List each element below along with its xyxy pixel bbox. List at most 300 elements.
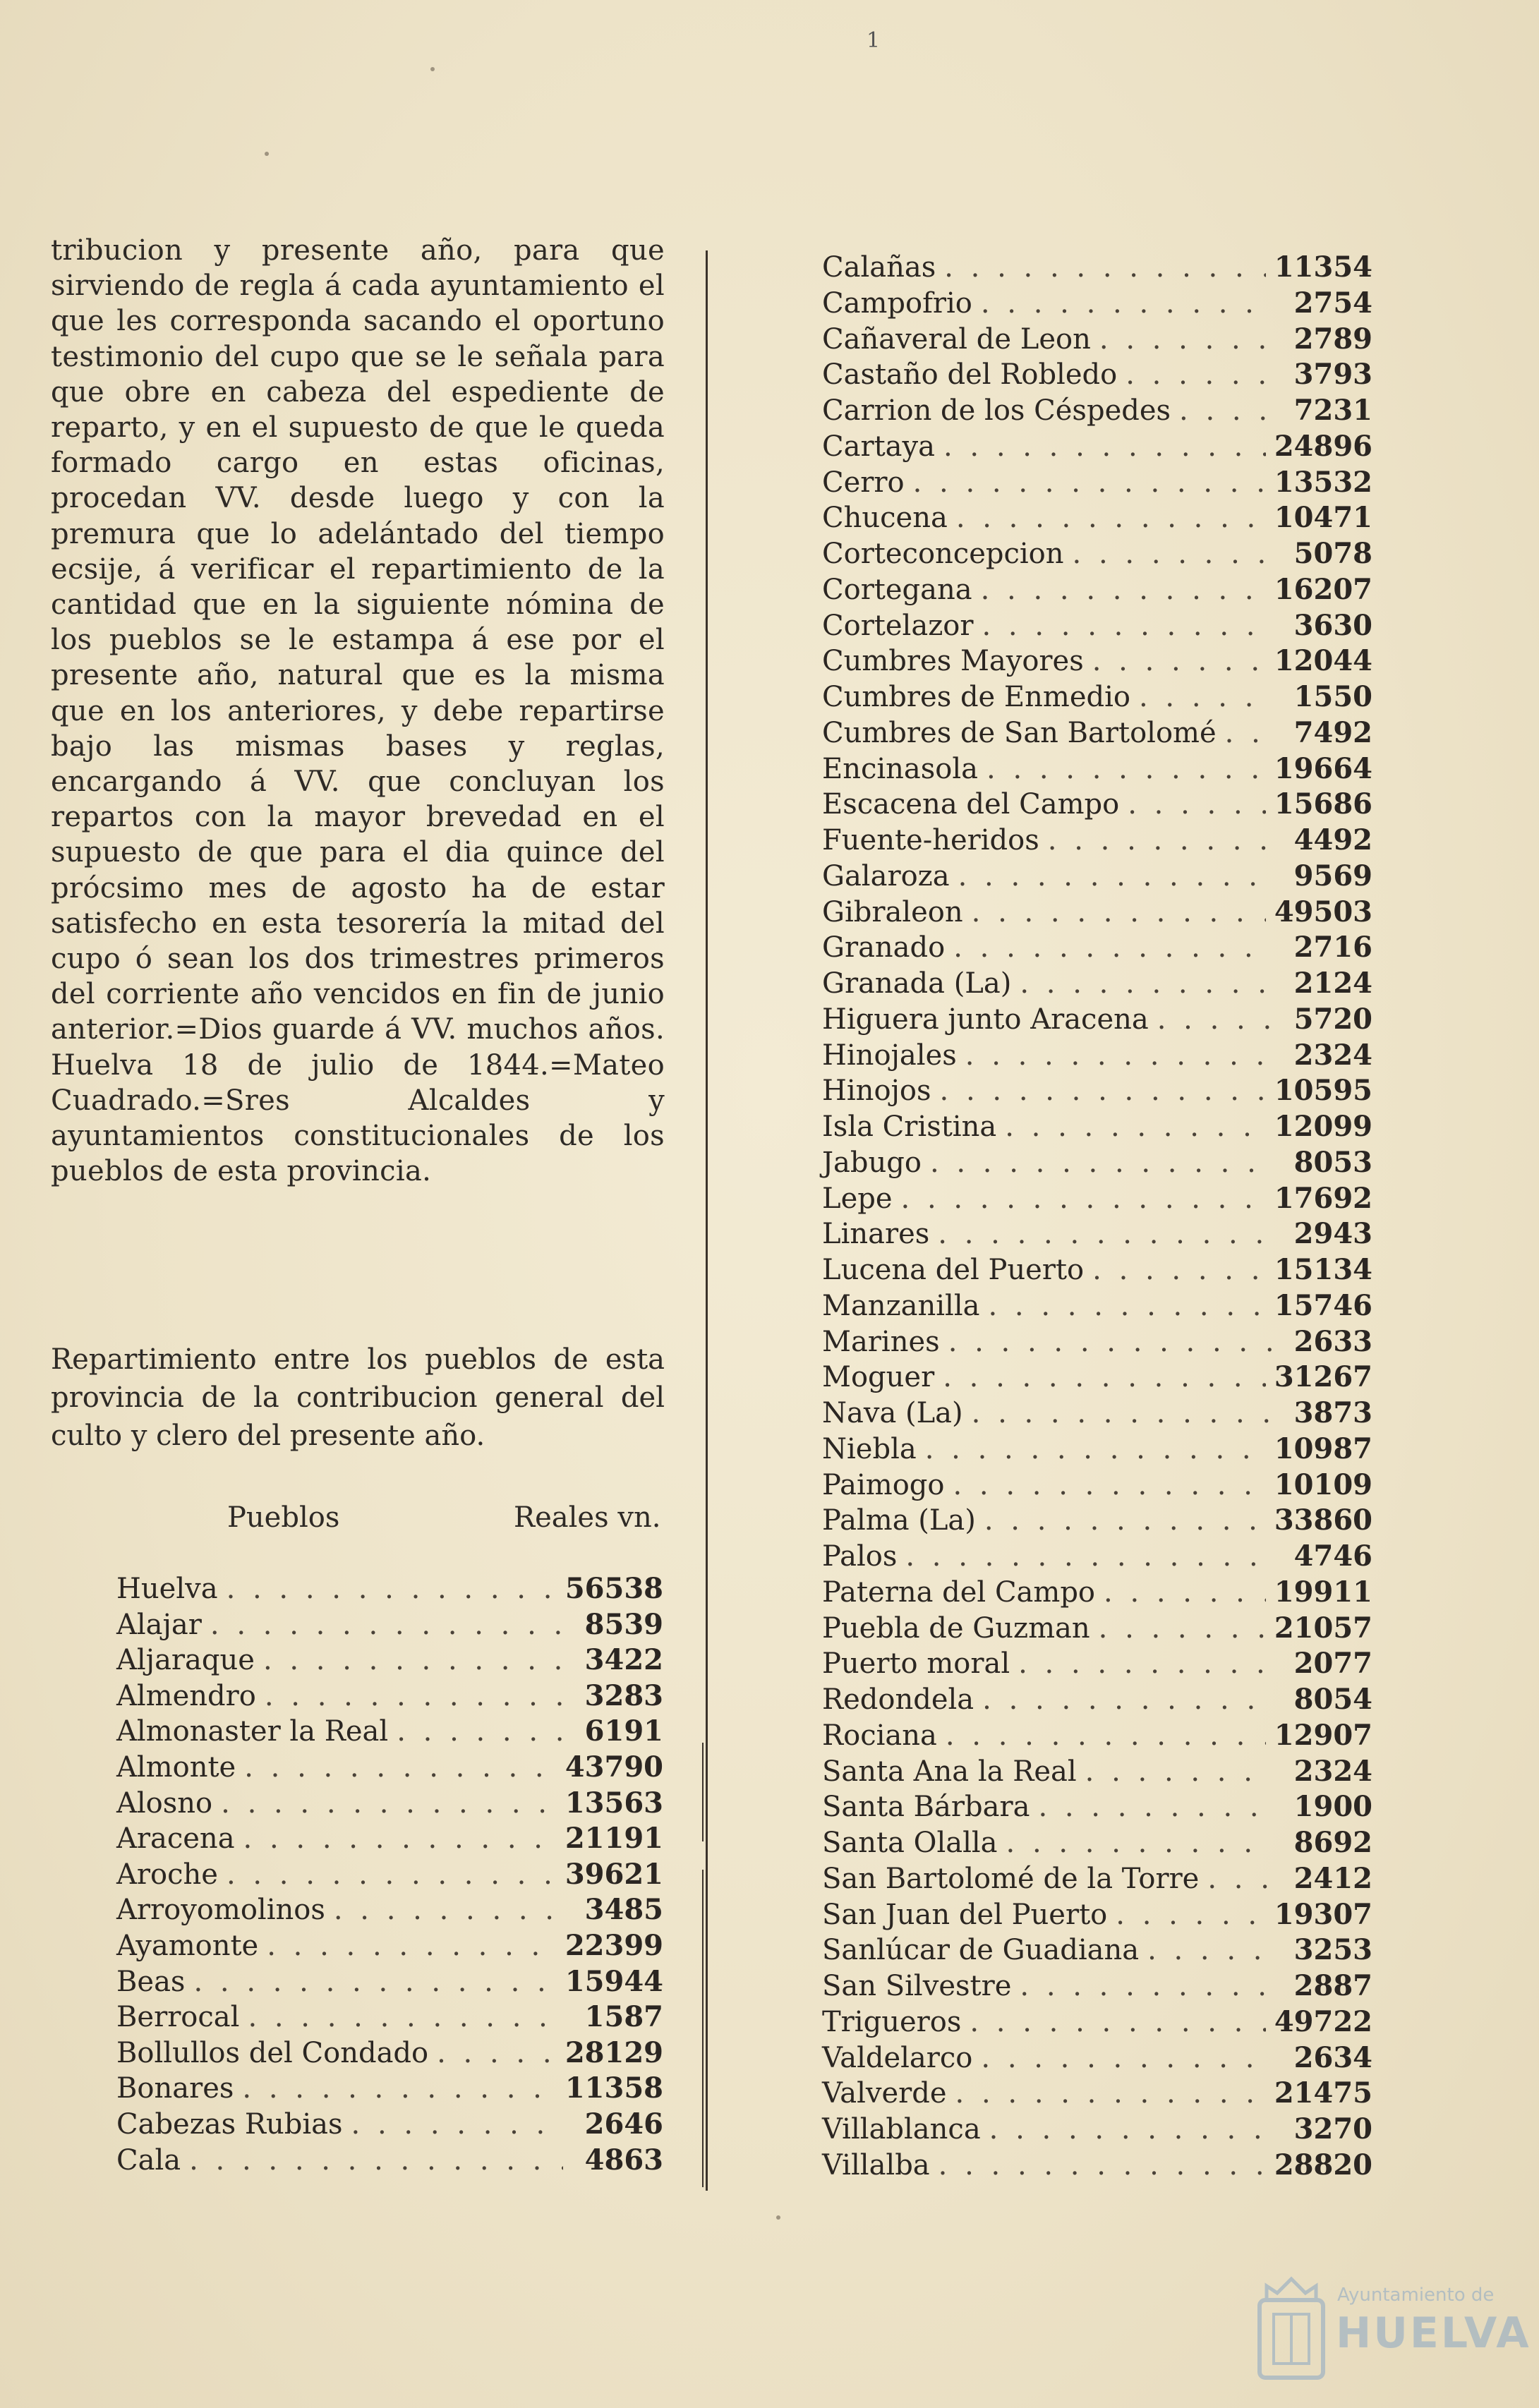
town-name: Almonte xyxy=(116,1750,236,1784)
dot-leader xyxy=(1128,788,1266,821)
town-name: Nava (La) xyxy=(822,1397,963,1429)
town-row xyxy=(116,1608,663,1644)
dot-leader xyxy=(193,1966,556,1998)
town-amount: 2124 xyxy=(1293,967,1372,1000)
town-row xyxy=(116,1786,663,1822)
ink-speck xyxy=(430,67,435,71)
town-amount: 10987 xyxy=(1274,1432,1372,1465)
town-amount: 3253 xyxy=(1293,1933,1372,1967)
town-name: Linares xyxy=(822,1218,930,1251)
town-row xyxy=(822,1539,1372,1575)
town-amount: 56538 xyxy=(565,1572,663,1605)
town-amount: 3270 xyxy=(1293,2112,1372,2146)
town-amount: 21191 xyxy=(565,1822,663,1856)
town-amount: 3283 xyxy=(584,1678,663,1712)
dot-leader xyxy=(334,1894,563,1926)
town-amount: 10595 xyxy=(1274,1074,1372,1108)
town-amount: 2412 xyxy=(1293,1861,1372,1895)
town-name: Santa Ana la Real xyxy=(822,1755,1077,1788)
dot-leader xyxy=(351,2108,563,2141)
town-name: Huelva xyxy=(116,1573,218,1605)
town-amount: 16207 xyxy=(1274,572,1372,606)
town-name: Berrocal xyxy=(116,2001,240,2034)
town-row xyxy=(822,2076,1372,2112)
town-amount: 6191 xyxy=(584,1714,663,1748)
dot-leader xyxy=(989,2113,1272,2146)
town-name: Lepe xyxy=(822,1182,893,1215)
town-row xyxy=(822,1396,1372,1432)
town-amount: 11354 xyxy=(1274,250,1372,284)
dot-leader xyxy=(1092,1254,1266,1286)
dot-leader xyxy=(1099,323,1272,356)
watermark-line1: Ayuntamiento de xyxy=(1337,2285,1495,2306)
town-row xyxy=(822,1468,1372,1504)
town-amount: 1900 xyxy=(1293,1790,1372,1824)
town-amount: 17692 xyxy=(1274,1181,1372,1215)
town-row xyxy=(116,1822,663,1858)
dot-leader xyxy=(972,1397,1272,1429)
town-name: Encinasola xyxy=(822,752,979,785)
town-row xyxy=(822,1289,1372,1325)
town-amount: 8539 xyxy=(584,1607,663,1641)
town-row xyxy=(822,466,1372,502)
town-row xyxy=(822,1360,1372,1396)
town-amount: 15686 xyxy=(1274,787,1372,821)
town-name: Puebla de Guzman xyxy=(822,1611,1090,1645)
dot-leader xyxy=(1116,1899,1266,1931)
town-row xyxy=(822,716,1372,752)
town-amount: 7492 xyxy=(1293,715,1372,749)
town-name: Galaroza xyxy=(822,859,950,893)
town-amount: 21057 xyxy=(1274,1611,1372,1645)
dot-leader xyxy=(1005,1111,1266,1143)
town-amount: 2646 xyxy=(584,2107,663,2141)
town-amount: 28129 xyxy=(565,2035,663,2069)
town-name: Sanlúcar de Guadiana xyxy=(822,1934,1140,1967)
town-name: Chucena xyxy=(822,502,948,535)
town-row xyxy=(822,1110,1372,1146)
intro-column xyxy=(51,233,665,1189)
dot-leader xyxy=(956,502,1266,534)
dot-leader xyxy=(965,1039,1272,1072)
town-amount: 13532 xyxy=(1274,465,1372,499)
town-row xyxy=(822,1325,1372,1361)
town-row xyxy=(822,573,1372,609)
town-amount: 5078 xyxy=(1293,537,1372,570)
town-row xyxy=(822,501,1372,537)
town-row xyxy=(822,1217,1372,1253)
town-row xyxy=(822,322,1372,358)
town-name: Higuera junto Aracena xyxy=(822,1003,1149,1036)
town-amount: 31267 xyxy=(1274,1360,1372,1394)
town-row xyxy=(116,1714,663,1750)
town-row xyxy=(822,1611,1372,1647)
dot-leader xyxy=(1020,967,1272,1000)
town-name: Santa Bárbara xyxy=(822,1791,1030,1824)
dot-leader xyxy=(1085,1755,1272,1788)
town-row xyxy=(822,1039,1372,1075)
town-name: Beas xyxy=(116,1965,186,1998)
dot-leader xyxy=(901,1182,1266,1215)
town-name: Carrion de los Céspedes xyxy=(822,394,1171,427)
dot-leader xyxy=(1018,1647,1272,1680)
town-row xyxy=(822,609,1372,645)
town-amount: 12099 xyxy=(1274,1110,1372,1143)
town-amount: 15746 xyxy=(1274,1288,1372,1322)
dot-leader xyxy=(955,2077,1266,2110)
town-amount: 5720 xyxy=(1293,1002,1372,1036)
dot-leader xyxy=(1207,1863,1272,1895)
town-row xyxy=(822,1182,1372,1218)
town-row xyxy=(822,787,1372,823)
town-amount: 28820 xyxy=(1274,2148,1372,2182)
dot-leader xyxy=(953,1469,1265,1501)
dot-leader xyxy=(263,1644,563,1676)
dot-leader xyxy=(227,1573,557,1605)
town-row xyxy=(116,2000,663,2036)
ink-speck xyxy=(776,2215,780,2220)
town-name: Escacena del Campo xyxy=(822,788,1120,821)
town-name: Alosno xyxy=(116,1786,213,1820)
town-name: San Juan del Puerto xyxy=(822,1898,1108,1931)
town-row xyxy=(822,1790,1372,1826)
town-row xyxy=(116,1572,663,1608)
town-amount: 22399 xyxy=(565,1928,663,1962)
town-name: Cumbres de Enmedio xyxy=(822,681,1130,713)
town-name: Villablanca xyxy=(822,2113,981,2146)
dot-leader xyxy=(244,1751,557,1784)
dot-leader xyxy=(210,1609,563,1641)
town-name: Cumbres Mayores xyxy=(822,645,1084,678)
town-amount: 4746 xyxy=(1293,1539,1372,1573)
town-row xyxy=(822,286,1372,322)
town-row xyxy=(822,1862,1372,1898)
town-name: Aljaraque xyxy=(116,1644,255,1677)
dot-leader xyxy=(397,1715,563,1748)
town-name: Villalba xyxy=(822,2148,930,2182)
dot-leader xyxy=(1179,394,1272,427)
bracket-mark xyxy=(702,1743,704,1841)
dot-leader xyxy=(982,610,1272,642)
town-amount: 3793 xyxy=(1293,358,1372,392)
town-row xyxy=(822,1933,1372,1969)
town-amount: 19911 xyxy=(1274,1575,1372,1609)
town-amount: 13563 xyxy=(565,1786,663,1820)
town-row xyxy=(822,1146,1372,1182)
dot-leader xyxy=(939,2149,1266,2182)
town-row xyxy=(822,1719,1372,1755)
town-amount: 33860 xyxy=(1274,1504,1372,1537)
town-row xyxy=(822,1826,1372,1862)
town-amount: 1550 xyxy=(1293,680,1372,713)
town-name: San Bartolomé de la Torre xyxy=(822,1862,1200,1895)
town-row xyxy=(822,2112,1372,2148)
dot-leader xyxy=(437,2037,557,2069)
dot-leader xyxy=(1038,1791,1272,1823)
town-row xyxy=(822,430,1372,466)
town-name: Cala xyxy=(116,2143,181,2177)
town-amount: 49722 xyxy=(1274,2004,1372,2038)
town-row xyxy=(116,1893,663,1929)
dot-leader xyxy=(1157,1003,1272,1036)
town-amount: 3485 xyxy=(584,1893,663,1927)
town-amount: 9569 xyxy=(1293,859,1372,893)
dot-leader xyxy=(944,251,1266,284)
town-name: Gibraleon xyxy=(822,895,963,928)
town-name: Cumbres de San Bartolomé xyxy=(822,716,1217,749)
town-amount: 43790 xyxy=(565,1750,663,1784)
town-row xyxy=(822,1074,1372,1110)
dot-leader xyxy=(1125,358,1272,391)
town-row xyxy=(116,1750,663,1786)
town-name: Valverde xyxy=(822,2077,947,2110)
town-name: Cañaveral de Leon xyxy=(822,322,1091,356)
town-name: Hinojos xyxy=(822,1075,931,1108)
town-name: Valdelarco xyxy=(822,2041,973,2074)
left-town-list xyxy=(116,1572,663,2179)
town-row xyxy=(822,1432,1372,1468)
town-amount: 3873 xyxy=(1293,1396,1372,1429)
town-name: Paimogo xyxy=(822,1468,945,1501)
dot-leader xyxy=(243,1822,557,1855)
town-row xyxy=(822,1003,1372,1039)
dot-leader xyxy=(248,2001,563,2033)
town-row xyxy=(822,2041,1372,2077)
intro-paragraph: tribucion y presente año, para que sirviendo de regla á cada ayuntamiento el que les corresponda sacando el oportuno testimonio del cupo que se le señala para que obre en cabeza del espediente de reparto, y en el supuesto de que le queda formado cargo en estas oficinas, procedan VV. desde luego y con la premura que lo adelántado del tiempo ecsije, á verificar el repartimiento de la cantidad que en la siguiente nómina de los pueblos se le estampa á ese por el presente año, natural que es la misma que en los anteriores, y debe repartirse bajo las mismas bases y reglas, encargando á VV. que concluyan los repartos con la mayor brevedad en el supuesto de que para el dia quince del prócsimo mes de agosto ha de estar satisfecho en esta tesorería la mitad del cupo ó sean los dos trimestres primeros del corriente año vencidos en fin de junio anterior.=Dios guarde á VV. muchos años. Huelva 18 de julio de 1844.=Mateo Cuadrado.=Sres Alcaldes y ayuntamientos constitucionales de los pueblos de esta provincia. xyxy=(51,234,665,1188)
folio-mark: 1 xyxy=(867,28,881,53)
dot-leader xyxy=(1092,645,1266,677)
town-name: Alajar xyxy=(116,1608,202,1641)
dot-leader xyxy=(943,1361,1266,1393)
header-reales: Reales vn. xyxy=(514,1501,661,1534)
town-row xyxy=(822,394,1372,430)
town-amount: 10109 xyxy=(1274,1468,1372,1501)
town-row xyxy=(822,250,1372,286)
town-name: Palma (La) xyxy=(822,1504,976,1537)
dot-leader xyxy=(986,753,1266,785)
town-row xyxy=(822,1683,1372,1719)
dot-leader xyxy=(988,1290,1265,1322)
column-divider xyxy=(706,250,708,2191)
dot-leader xyxy=(940,1075,1266,1107)
town-name: Trigueros xyxy=(822,2005,962,2038)
town-amount: 2943 xyxy=(1293,1217,1372,1251)
town-name: Bollullos del Condado xyxy=(116,2036,429,2069)
dot-leader xyxy=(981,2042,1272,2074)
dot-leader xyxy=(948,1326,1272,1358)
town-name: Moguer xyxy=(822,1361,935,1394)
town-name: Ayamonte xyxy=(116,1929,259,1962)
dot-leader xyxy=(1099,1612,1266,1645)
town-row xyxy=(822,895,1372,931)
town-name: Lucena del Puerto xyxy=(822,1254,1085,1286)
town-amount: 8054 xyxy=(1293,1683,1372,1716)
town-name: Cartaya xyxy=(822,430,935,463)
dot-leader xyxy=(1104,1576,1266,1609)
town-row xyxy=(116,1679,663,1715)
dot-leader xyxy=(972,896,1266,928)
dot-leader xyxy=(265,1680,563,1712)
town-name: Palos xyxy=(822,1540,898,1573)
right-town-list xyxy=(822,250,1372,2184)
town-name: Aroche xyxy=(116,1858,218,1891)
town-amount: 1587 xyxy=(584,2000,663,2034)
dot-leader xyxy=(1225,717,1272,749)
town-name: Manzanilla xyxy=(822,1289,980,1322)
town-amount: 12044 xyxy=(1274,644,1372,678)
town-row xyxy=(822,537,1372,573)
town-row xyxy=(116,2071,663,2107)
town-row xyxy=(822,859,1372,895)
town-amount: 4863 xyxy=(584,2143,663,2177)
town-row xyxy=(822,823,1372,859)
town-name: Granado xyxy=(822,931,946,964)
dot-leader xyxy=(227,1858,557,1891)
town-row xyxy=(116,2143,663,2179)
town-amount: 2716 xyxy=(1293,931,1372,964)
crest-icon xyxy=(1253,2272,1330,2385)
town-name: Cortelazor xyxy=(822,609,974,642)
town-name: Santa Olalla xyxy=(822,1827,998,1859)
watermark-line2: HUELVA xyxy=(1336,2309,1531,2358)
town-row xyxy=(116,1858,663,1894)
dot-leader xyxy=(943,430,1266,463)
town-amount: 24896 xyxy=(1274,429,1372,463)
town-row xyxy=(822,2005,1372,2041)
town-name: Cortegana xyxy=(822,573,972,606)
town-name: Rociana xyxy=(822,1719,937,1752)
town-amount: 12907 xyxy=(1274,1718,1372,1752)
town-amount: 2324 xyxy=(1293,1754,1372,1788)
dot-leader xyxy=(984,1504,1266,1537)
town-amount: 49503 xyxy=(1274,895,1372,928)
town-amount: 8053 xyxy=(1293,1145,1372,1179)
town-row xyxy=(822,967,1372,1003)
town-amount: 15134 xyxy=(1274,1253,1372,1286)
town-amount: 7231 xyxy=(1293,394,1372,427)
town-amount: 2077 xyxy=(1293,1647,1372,1681)
town-amount: 15944 xyxy=(565,1964,663,1998)
town-amount: 2789 xyxy=(1293,322,1372,356)
town-name: Arroyomolinos xyxy=(116,1894,325,1927)
town-amount: 39621 xyxy=(565,1857,663,1891)
dot-leader xyxy=(925,1433,1266,1465)
watermark-logo xyxy=(1253,2272,1531,2385)
town-amount: 10471 xyxy=(1274,501,1372,535)
header-pueblos: Pueblos xyxy=(227,1501,340,1534)
town-name: Jabugo xyxy=(822,1146,922,1179)
dot-leader xyxy=(982,1683,1272,1716)
town-name: Castaño del Robledo xyxy=(822,358,1118,392)
dot-leader xyxy=(981,574,1266,606)
town-name: Redondela xyxy=(822,1683,974,1716)
dot-leader xyxy=(981,287,1272,320)
town-name: Calañas xyxy=(822,251,936,284)
town-name: Aracena xyxy=(116,1822,235,1856)
town-row xyxy=(822,1575,1372,1611)
dot-leader xyxy=(1147,1934,1272,1966)
dot-leader xyxy=(189,2144,563,2177)
town-amount: 2754 xyxy=(1293,286,1372,320)
dot-leader xyxy=(1048,824,1272,857)
dot-leader xyxy=(1006,1827,1272,1859)
town-row xyxy=(116,2107,663,2143)
town-amount: 2324 xyxy=(1293,1038,1372,1072)
town-amount: 2633 xyxy=(1293,1324,1372,1358)
dot-leader xyxy=(242,2072,556,2105)
town-amount: 3422 xyxy=(584,1643,663,1677)
town-amount: 11358 xyxy=(565,2071,663,2105)
town-name: Marines xyxy=(822,1325,940,1358)
town-row xyxy=(822,644,1372,680)
town-amount: 2887 xyxy=(1293,1969,1372,2002)
town-name: Granada (La) xyxy=(822,967,1012,1000)
town-row xyxy=(822,1504,1372,1539)
town-amount: 4492 xyxy=(1293,823,1372,857)
town-name: Cabezas Rubias xyxy=(116,2107,343,2141)
town-row xyxy=(822,931,1372,967)
town-row xyxy=(822,680,1372,716)
town-amount: 21475 xyxy=(1274,2076,1372,2110)
dot-leader xyxy=(905,1540,1272,1573)
town-row xyxy=(822,752,1372,788)
town-name: Almendro xyxy=(116,1679,256,1712)
town-row xyxy=(822,1898,1372,1934)
dot-leader xyxy=(221,1787,557,1820)
town-row xyxy=(822,1253,1372,1289)
town-name: Paterna del Campo xyxy=(822,1575,1096,1609)
town-amount: 8692 xyxy=(1293,1826,1372,1859)
dot-leader xyxy=(930,1146,1272,1179)
dot-leader xyxy=(267,1930,557,1962)
dot-leader xyxy=(970,2006,1265,2038)
town-row xyxy=(822,358,1372,394)
town-amount: 19664 xyxy=(1274,751,1372,785)
town-name: Corteconcepcion xyxy=(822,538,1064,570)
town-row xyxy=(822,1969,1372,2005)
town-amount: 3630 xyxy=(1293,608,1372,642)
ink-speck xyxy=(265,152,269,156)
town-amount: 2634 xyxy=(1293,2040,1372,2074)
dot-leader xyxy=(938,1218,1272,1250)
town-name: Bonares xyxy=(116,2072,234,2105)
town-row xyxy=(116,2036,663,2072)
town-name: Puerto moral xyxy=(822,1647,1010,1681)
bracket-mark xyxy=(702,1870,704,2187)
town-name: Niebla xyxy=(822,1432,917,1465)
town-row xyxy=(822,2148,1372,2184)
town-name: Hinojales xyxy=(822,1039,957,1072)
town-name: Almonaster la Real xyxy=(116,1715,389,1748)
dot-leader xyxy=(1139,681,1272,713)
dot-leader xyxy=(958,860,1272,893)
town-amount: 19307 xyxy=(1274,1897,1372,1931)
dot-leader xyxy=(1020,1970,1272,2002)
dot-leader xyxy=(946,1719,1266,1752)
table-caption: Repartimiento entre los pueblos de esta provincia de la contribucion general del culto y clero del presente año. xyxy=(51,1343,665,1452)
dot-leader xyxy=(953,931,1272,964)
town-name: Fuente-heridos xyxy=(822,824,1039,857)
town-row xyxy=(116,1929,663,1965)
town-name: Cerro xyxy=(822,466,905,499)
town-row xyxy=(116,1965,663,2001)
town-row xyxy=(822,1647,1372,1683)
town-row xyxy=(116,1643,663,1679)
dot-leader xyxy=(1073,538,1272,570)
town-name: Campofrio xyxy=(822,286,972,320)
town-row xyxy=(822,1755,1372,1791)
town-name: Isla Cristina xyxy=(822,1111,997,1143)
